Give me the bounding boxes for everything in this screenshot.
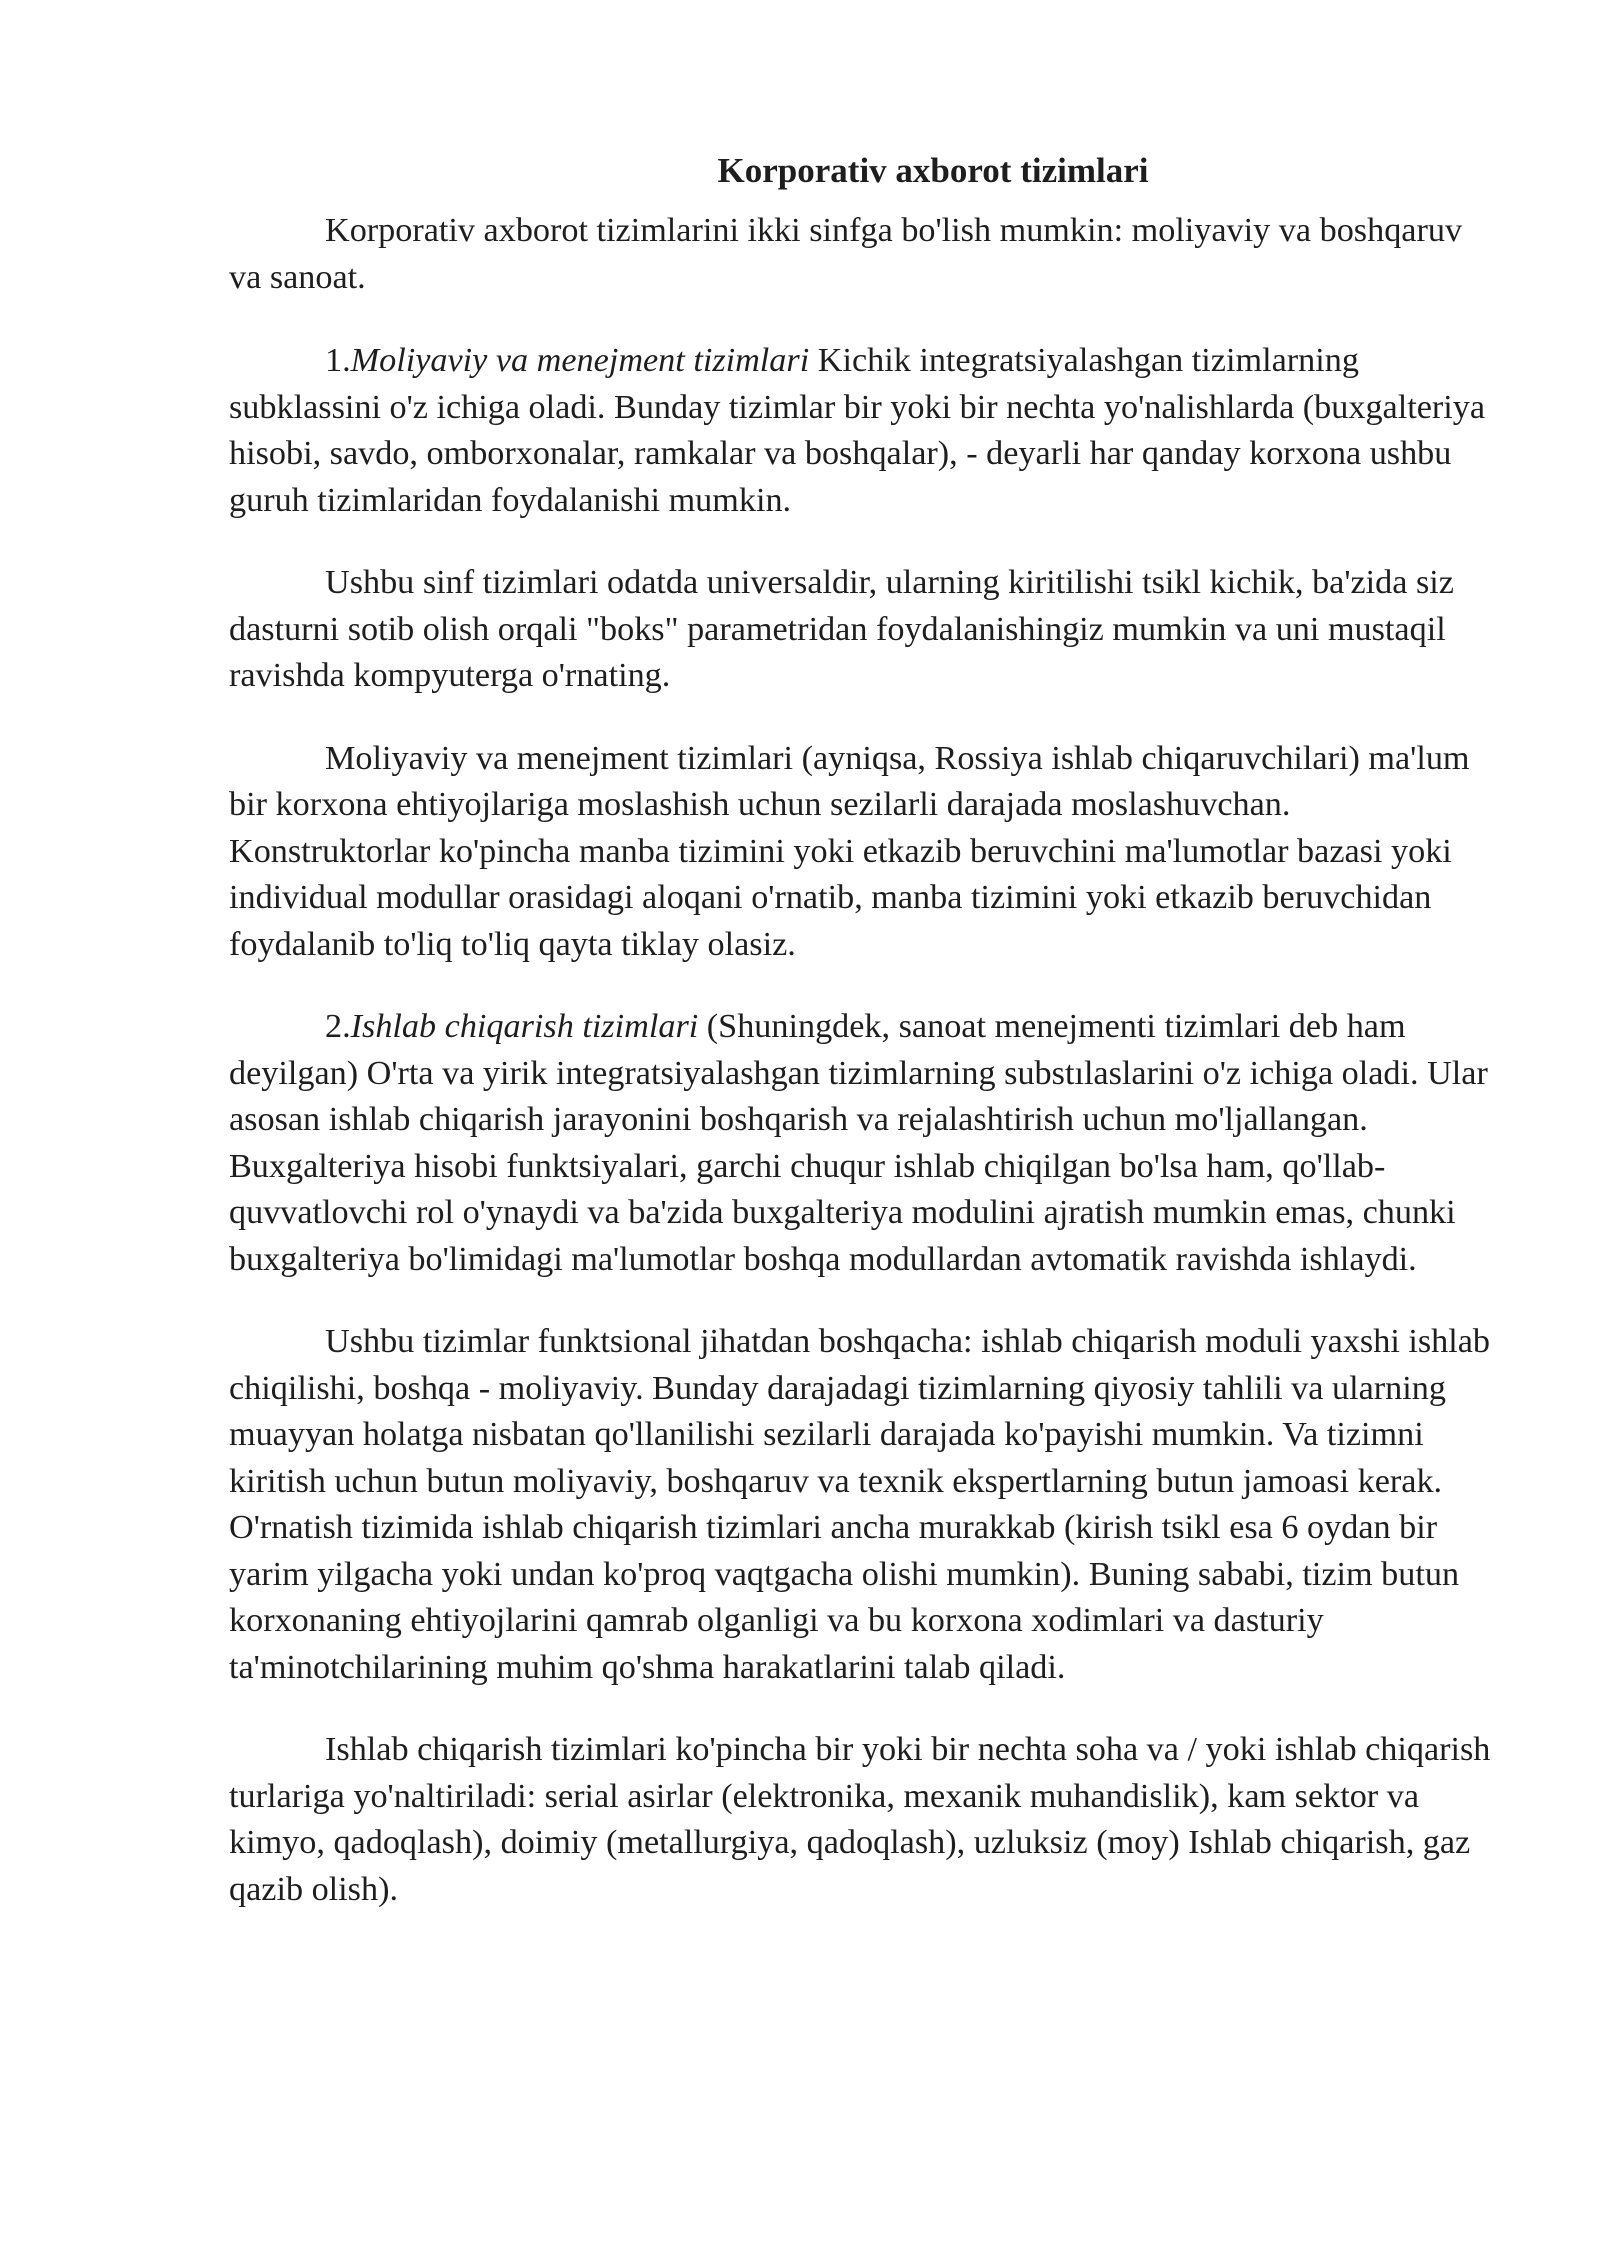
paragraph-text: Ushbu tizimlar funktsional jihatdan boshqacha: ishlab chiqarish moduli yaxshi ishlab chiqilishi, boshqa - moliyaviy. Bunday darajadagi tizimlarning qiyosiy tahlili va ularning muayyan holatga nisbatan qo'llanilishi sezilarli darajada ko'payishi mumkin. Va tizimni kiritish uchun butun moliyaviy, boshqaruv va texnik ekspertlarning butun jamoasi kerak. O'rnatish tizimida ishlab chiqarish tizimlari ancha murakkab (kirish tsikl esa 6 oydan bir yarim yilgacha yoki undan ko'proq vaqtgacha olishi mumkin). Buning sababi, tizim butun korxonaning ehtiyojlarini qamrab olganligi va bu korxona xodimlari va dasturiy ta'minotchilarining muhim qo'shma harakatlarini talab qiladi. (229, 1323, 1491, 1686)
paragraph-text: Ushbu sinf tizimlari odatda universaldir, ularning kiritilishi tsikl kichik, ba'zida siz dasturni sotib olish orqali "boks" parametridan foydalanishingiz mumkin va uni mustaqil ravishda kompyuterga o'rnating. (229, 564, 1454, 694)
section-heading: Ishlab chiqarish tizimlari (350, 1008, 699, 1045)
section-number: 1. (325, 342, 351, 379)
document-body (229, 148, 1491, 1949)
paragraph-text: Korporativ axborot tizimlarini ikki sinfga bo'lish mumkin: moliyaviy va boshqaruv va sanoat. (229, 212, 1463, 296)
paragraph-text: Moliyaviy va menejment tizimlari (ayniqsa, Rossiya ishlab chiqaruvchilari) ma'lum bir korxona ehtiyojlariga moslashish uchun sezilarli darajada moslashuvchan. Konstruktorlar ko'pincha manba tizimini yoki etkazib beruvchini ma'lumotlar bazasi yoki individual modullar orasidagi aloqani o'rnatib, manba tizimini yoki etkazib beruvchidan foydalanib to'liq to'liq qayta tiklay olasiz. (229, 739, 1470, 963)
document-title: Korporativ axborot tizimlari (717, 151, 1149, 190)
paragraph-text: (Shuningdek, sanoat menejmenti tizimlari deb ham deyilgan) O'rta va yirik integratsiyalashgan tizimlarning substılaslarini o'z ichiga oladi. Ular asosan ishlab chiqarish jarayonini boshqarish va rejalashtirish uchun mo'ljallangan. Buxgalteriya hisobi funktsiyalari, garchi chuqur ishlab chiqilgan bo'lsa ham, qo'llab-quvvatlovchi rol o'ynaydi va ba'zida buxgalteriya modulini ajratish mumkin emas, chunki buxgalteriya bo'limidagi ma'lumotlar boshqa modullardan avtomatik ravishda ishlaydi. (229, 1008, 1488, 1278)
section-heading: Moliyaviy va menejment tizimlari (350, 342, 810, 379)
paragraph-flexibility (229, 736, 1491, 969)
paragraph-text: Kichik integratsiyalashgan tizimlarning subklassini o'z ichiga oladi. Bunday tizimlar bir yoki bir nechta yo'nalishlarda (buxgalteriya hisobi, savdo, omborxonalar, ramkalar va boshqalar), - deyarli har qanday korxona ushbu guruh tizimlaridan foydalanishi mumkin. (229, 342, 1486, 519)
paragraph-industries (229, 1727, 1491, 1913)
paragraph-section-1 (229, 338, 1491, 524)
paragraph-universal (229, 560, 1491, 700)
section-number: 2. (325, 1008, 351, 1045)
paragraph-text: Ishlab chiqarish tizimlari ko'pincha bir yoki bir nechta soha va / yoki ishlab chiqarish turlariga yo'naltiriladi: serial asirlar (elektronika, mexanik muhandislik), kam sektor va kimyo, qadoqlash), doimiy (metallurgiya, qadoqlash), uzluksiz (moy) Ishlab chiqarish, gaz qazib olish). (229, 1731, 1491, 1908)
paragraph-functional (229, 1319, 1491, 1691)
paragraph-section-2 (229, 1004, 1491, 1283)
paragraph-intro (229, 208, 1491, 301)
